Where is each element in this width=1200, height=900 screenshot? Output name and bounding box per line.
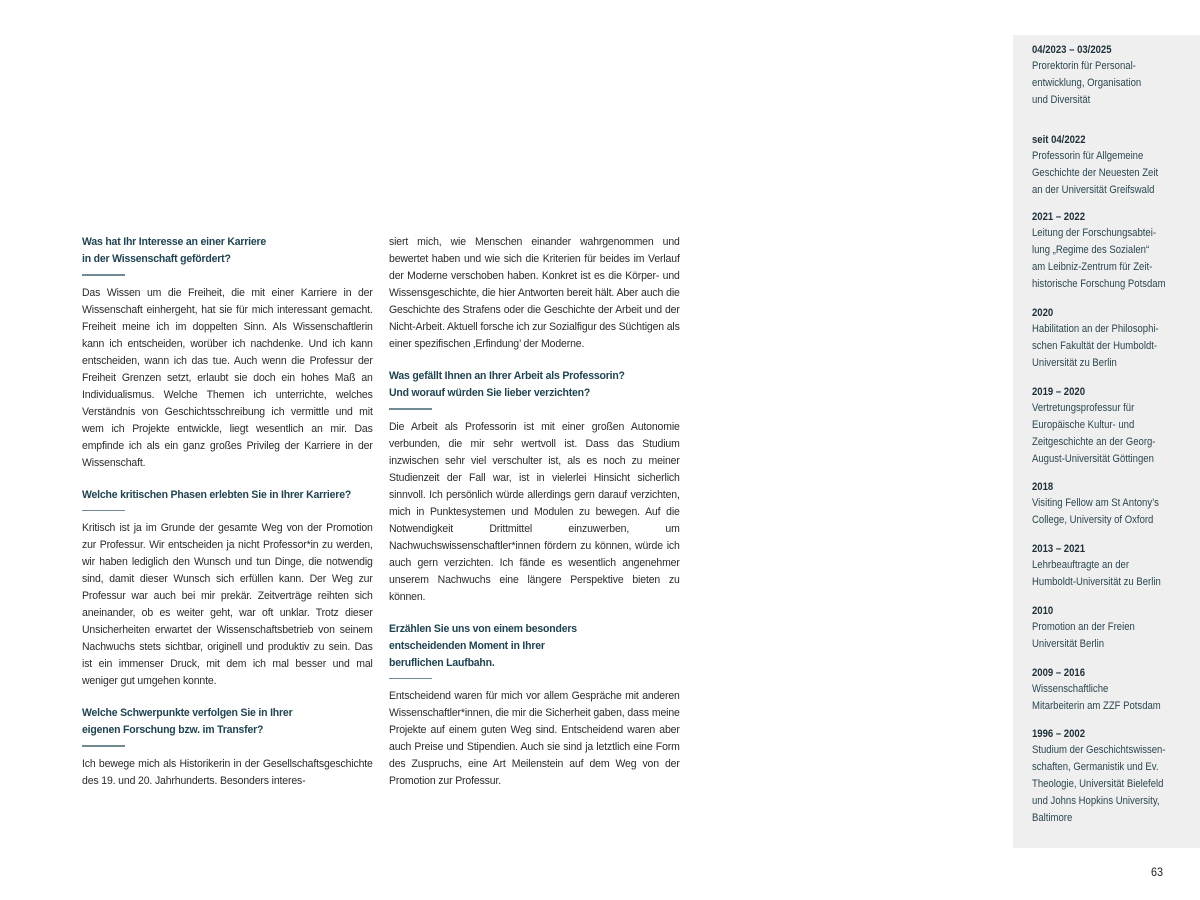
interview-column-left [82, 234, 372, 805]
cv-entry [1032, 726, 1197, 827]
cv-date: 04/2023 – 03/2025 [1032, 44, 1112, 56]
cv-description: Lehrbeauftragte an der Humboldt-Universität zu Berlin [1032, 559, 1161, 588]
cv-entry [1032, 132, 1197, 199]
heading-divider [389, 408, 432, 410]
cv-entry [1032, 42, 1197, 109]
question-heading: Was hat Ihr Interesse an einer Karriere in der Wissenschaft gefördert? [82, 236, 267, 265]
cv-sidebar [1013, 35, 1200, 848]
cv-entry [1032, 305, 1197, 372]
cv-description: Vertretungsprofessur für Europäische Kultur- und Zeitgeschichte an der Georg- August-Universität Göttingen [1032, 402, 1156, 465]
answer-paragraph: Ich bewege mich als Historikerin in der Gesellschaftsgeschichte des 19. und 20. Jahrhunderts. Besonders interes- [82, 757, 373, 787]
cv-date: 2019 – 2020 [1032, 386, 1086, 398]
heading-divider [82, 274, 125, 276]
cv-entry [1032, 479, 1197, 529]
answer-paragraph-continued: siert mich, wie Menschen einander wahrgenommen und bewertet haben und wie sich die Kriterien für beides im Verlauf der Moderne verschoben haben. Konkret ist es die Körper- und Wissensgeschichte, die hier Antworten bereit hält. Aber auch die Geschichte des Strafens oder die Geschichte der Arbeit und der Nicht-Arbeit. Aktuell forsche ich zur Sozialfigur des Süchtigen als einer spezifischen ‚Erfindung’ der Moderne. [389, 236, 680, 350]
cv-entry [1032, 209, 1197, 293]
cv-entry [1032, 384, 1197, 468]
heading-divider [82, 510, 125, 512]
cv-description: Prorektorin für Personal- entwicklung, Organisation und Diversität [1032, 60, 1142, 106]
cv-date: 2020 [1032, 307, 1054, 319]
answer-paragraph: Kritisch ist ja im Grunde der gesamte Weg von der Promotion zur Professur. Wir entscheiden ja nicht Professor*in zu werden, wir haben lediglich den Wunsch und tun Dinge, die notwendig sind, damit dieser Wunsch sich erfüllen kann. Der Weg zur Professur war auch bei mir prekär. Zeitverträge reihten sich aneinander, ob es weiter geht, war oft unklar. Trotz dieser Unsicherheiten erwartet der Wissenschaftsbetrieb von seinem Nachwuchs stets sichtbar, originell und produktiv zu sein. Das ist ein immenser Druck, mit dem ich mal besser und mal weniger gut umgehen konnte. [82, 522, 373, 687]
cv-entry [1032, 603, 1197, 653]
cv-description: Habilitation an der Philosophi- schen Fakultät der Humboldt- Universität zu Berlin [1032, 323, 1159, 369]
cv-description: Visiting Fellow am St Antony’s College, University of Oxford [1032, 497, 1159, 526]
cv-date: 2010 [1032, 605, 1054, 617]
question-heading: Welche kritischen Phasen erlebten Sie in Ihrer Karriere? [82, 488, 352, 501]
cv-date: 2021 – 2022 [1032, 211, 1086, 223]
answer-paragraph: Die Arbeit als Professorin ist mit einer großen Autonomie verbunden, die mir sehr wertvoll ist. Dass das Studium inzwischen sehr viel verschulter ist, als es noch zu meiner Studienzeit der Fall war, ist in vielerlei Hinsicht sicherlich sinnvoll. Ich persönlich würde allerdings gern darauf verzichten, mich in Punktesystemen und Modulen zu bewegen. Auf die Notwendigkeit Drittmittel einzuwerben, um Nachwuchswissenschaftler*innen fördern zu können, würde ich auch gern verzichten. Ich fände es wesentlich angenehmer unserem Nachwuchs eine längere Perspektive bieten zu können. [389, 420, 680, 603]
question-heading: Was gefällt Ihnen an Ihrer Arbeit als Professorin? Und worauf würden Sie lieber verzichten? [389, 370, 625, 399]
question-heading: Welche Schwerpunkte verfolgen Sie in Ihrer eigenen Forschung bzw. im Transfer? [82, 707, 293, 736]
question-heading: Erzählen Sie uns von einem besonders entscheidenden Moment in Ihrer beruflichen Laufbahn. [389, 622, 577, 669]
cv-description: Studium der Geschichtswissen- schaften, Germanistik und Ev. Theologie, Universität Bielefeld und Johns Hopkins University, Baltimore [1032, 744, 1166, 824]
cv-description: Professorin für Allgemeine Geschichte der Neuesten Zeit an der Universität Greifswald [1032, 150, 1159, 196]
heading-divider [389, 678, 432, 680]
cv-date: 2009 – 2016 [1032, 667, 1086, 679]
cv-entry [1032, 541, 1197, 591]
answer-paragraph: Entscheidend waren für mich vor allem Gespräche mit anderen Wissenschaftler*innen, die mir die Sicherheit gaben, dass meine Projekte auf einem guten Weg sind. Entscheidend waren aber auch Preise und Stipendien. Auch sie sind ja letztlich eine Form des Zuspruchs, eine Art Meilenstein auf dem Weg von der Promotion zur Professur. [389, 690, 680, 787]
heading-divider [82, 745, 125, 747]
page-number: 63 [1151, 865, 1164, 879]
answer-paragraph: Das Wissen um die Freiheit, die mit einer Karriere in der Wissenschaft einhergeht, hat sie für mich interessant gemacht. Freiheit meine ich im doppelten Sinn. Als Wissenschaftlerin kann ich entscheiden, worüber ich nachdenke. Und ich kann entscheiden, wann ich das tue. Auch wenn die Professur der Freiheit Grenzen setzt, erlaubt sie doch ein hohes Maß an Individualismus. Welche Themen ich unterrichte, welches Verständnis von Geschichtsschreibung ich vermittle und mit wem ich Projekte entwickle, liegt wesentlich an mir. Das empfinde ich als ein ganz großes Privileg der Karriere in der Wissenschaft. [82, 286, 373, 469]
cv-date: seit 04/2022 [1032, 134, 1086, 146]
cv-description: Wissenschaftliche Mitarbeiterin am ZZF Potsdam [1032, 683, 1161, 712]
cv-date: 2018 [1032, 481, 1054, 493]
cv-description: Promotion an der Freien Universität Berlin [1032, 621, 1135, 650]
cv-entry [1032, 665, 1197, 715]
cv-date: 1996 – 2002 [1032, 728, 1086, 740]
cv-date: 2013 – 2021 [1032, 543, 1086, 555]
interview-column-middle [389, 234, 679, 805]
cv-description: Leitung der Forschungsabtei- lung „Regime des Sozialen“ am Leibniz-Zentrum für Zeit- historische Forschung Potsdam [1032, 227, 1166, 290]
